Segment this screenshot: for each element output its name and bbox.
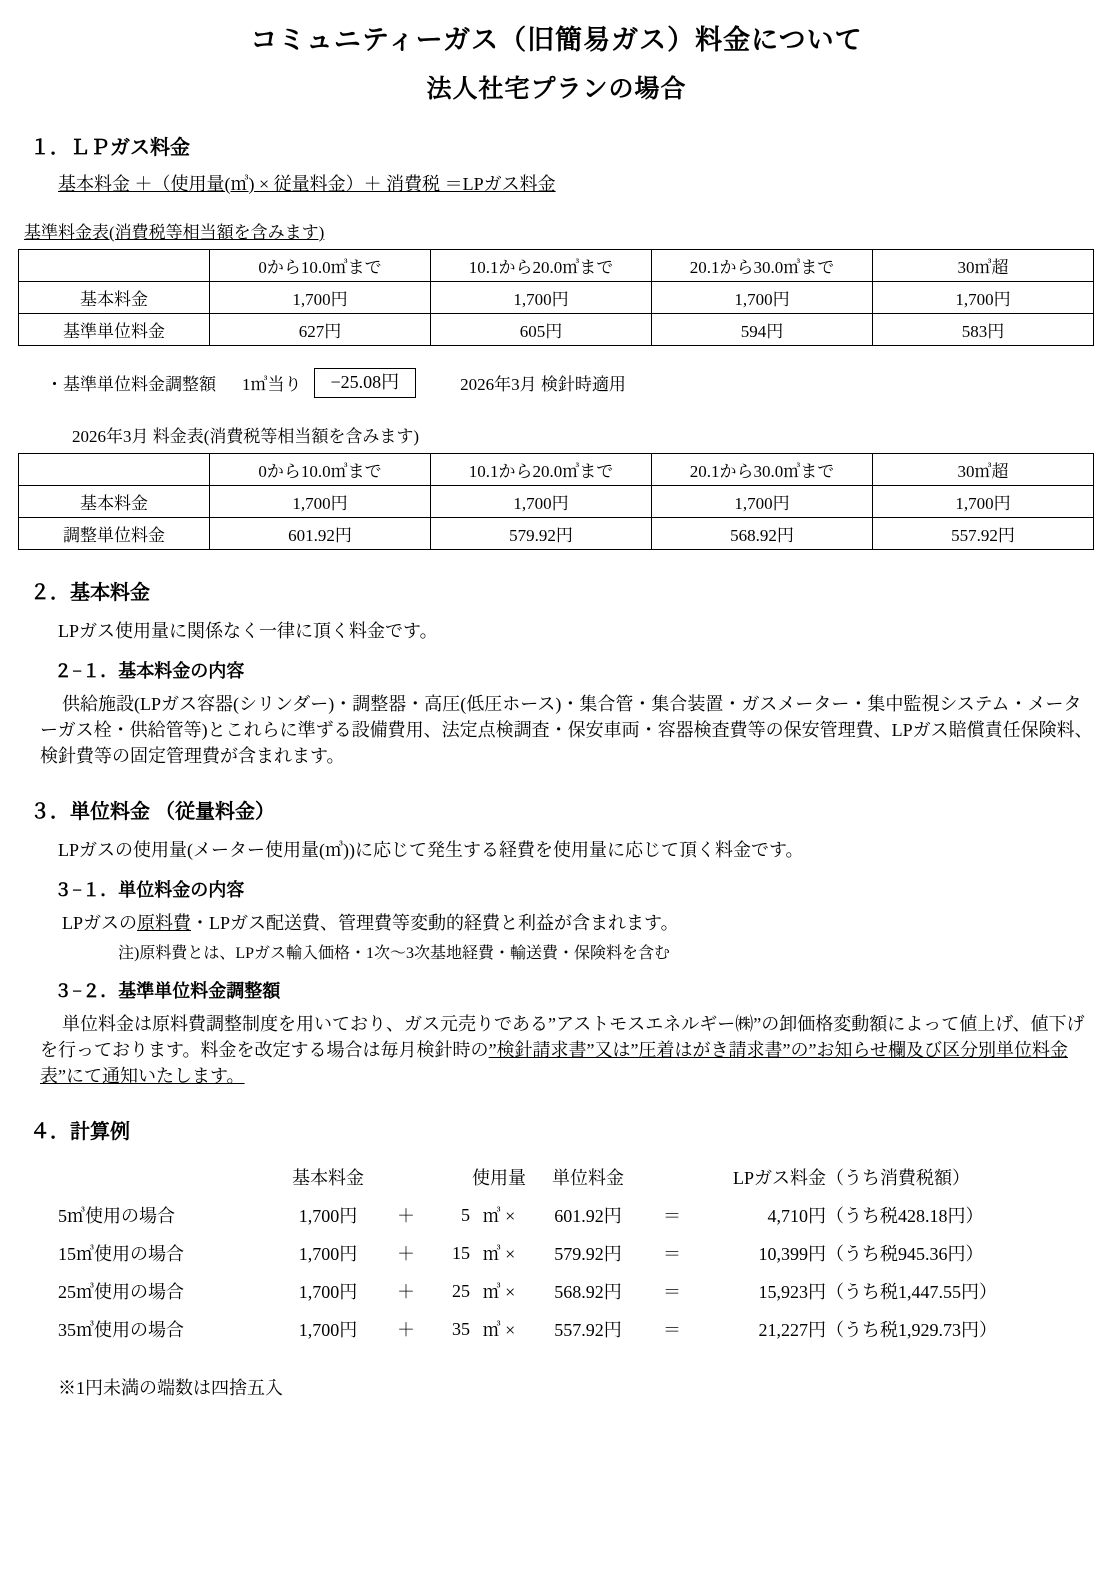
- table-cell: 568.92円: [652, 517, 873, 549]
- table-cell: 1,700円: [431, 282, 652, 314]
- table-cell: 10,399円: [758, 1244, 826, 1265]
- table-cell: （うち税1,447.55円）: [826, 1282, 997, 1303]
- table-cell: （うち税945.36円）: [826, 1244, 984, 1265]
- table-cell: 579.92円: [554, 1244, 622, 1265]
- section3-sub1-heading: ３−１．単位料金の内容: [54, 880, 245, 901]
- table-cell: 21,227円: [758, 1320, 826, 1341]
- table-cell: 1,700円: [298, 1320, 358, 1341]
- section3-heading: ３．単位料金 （従量料金）: [30, 801, 275, 824]
- table-cell: 30㎥超: [873, 453, 1094, 485]
- table-cell: 1,700円: [873, 282, 1094, 314]
- section3-sub2-body: [40, 1011, 1095, 1089]
- table-cell: 557.92円: [873, 517, 1094, 549]
- table-cell: 単位料金: [552, 1168, 624, 1189]
- table-cell: 594円: [652, 314, 873, 346]
- table-cell: ㎥ ×: [482, 1244, 516, 1265]
- table-cell: 20.1から30.0㎥まで: [652, 453, 873, 485]
- table-cell: 1,700円: [210, 282, 431, 314]
- table-cell: 1,700円: [210, 485, 431, 517]
- table-cell: 15,923円: [758, 1282, 826, 1303]
- table-cell: 1,700円: [652, 485, 873, 517]
- table-row: [58, 1272, 1046, 1310]
- table-cell: 579.92円: [431, 517, 652, 549]
- section4-heading: ４．計算例: [30, 1121, 130, 1144]
- table-cell: ＝: [663, 1244, 681, 1265]
- table-cell: 1,700円: [298, 1244, 358, 1265]
- table-cell: 568.92円: [554, 1282, 622, 1303]
- table-cell: （うち消費税額）: [826, 1168, 970, 1189]
- table-row: [58, 1310, 1046, 1348]
- table-row: [19, 517, 1094, 549]
- table-cell: 583円: [873, 314, 1094, 346]
- section2-lead: LPガス使用量に関係なく一律に頂く料金です。: [58, 620, 438, 641]
- section2-body: 供給施設(LPガス容器(シリンダー)・調整器・高圧(低圧ホース)・集合管・集合装置・ガスメーター・集中監視システム・メーターガス栓・供給管等)とこれらに準ずる設備費用、法定点検調査・保安車両・容器検査費等の保安管理費、LPガス賠償責任保険料、検針費等の固定管理費が含まれます。: [40, 693, 1093, 766]
- table-cell: ＝: [663, 1320, 681, 1341]
- table-cell: 4,710円: [767, 1206, 826, 1227]
- table-cell: 基本料金: [19, 282, 210, 314]
- table-row: [58, 1196, 1046, 1234]
- table-cell: （うち税428.18円）: [826, 1206, 984, 1227]
- section3-sub1-body-underline: 原料費: [137, 913, 192, 934]
- section3-sub2-body-underline: ”検針請求書”又は”圧着はがき請求書”の”お知らせ欄及び区分別単位料金表”にて通知いたします。: [40, 1040, 1068, 1087]
- table-cell: （うち税1,929.73円）: [826, 1320, 997, 1341]
- table-row: [58, 1234, 1046, 1272]
- section3-sub2-heading: ３−２．基準単位料金調整額: [54, 981, 281, 1002]
- table-cell: 1,700円: [431, 485, 652, 517]
- table-cell: 601.92円: [210, 517, 431, 549]
- table-cell: 10.1から20.0㎥まで: [431, 453, 652, 485]
- table-cell: 1,700円: [298, 1206, 358, 1227]
- table-cell: [19, 250, 210, 282]
- table-row: [19, 485, 1094, 517]
- table-cell: 557.92円: [554, 1320, 622, 1341]
- table-cell: 10.1から20.0㎥まで: [431, 250, 652, 282]
- adjustment-label: ・基準単位料金調整額: [46, 375, 216, 395]
- section3-sub1-body-post: ・LPガス配送費、管理費等変動的経費と利益が含まれます。: [191, 913, 679, 934]
- table-cell: ＋: [397, 1206, 415, 1227]
- table-cell: 30㎥超: [873, 250, 1094, 282]
- table-cell: 15㎥使用の場合: [58, 1244, 184, 1265]
- adjustment-apply-month: 2026年3月 検針時適用: [460, 375, 626, 395]
- table-cell: [424, 1158, 470, 1196]
- table-cell: 5㎥使用の場合: [58, 1206, 175, 1227]
- table-cell: 1,700円: [873, 485, 1094, 517]
- table-cell: 25: [452, 1280, 470, 1301]
- month-rate-table: [18, 453, 1094, 550]
- table-cell: [388, 1158, 424, 1196]
- table-row-header: [58, 1158, 1046, 1196]
- section3-sub2-body-pre: 単位料金は原料費調整制度を用いており、ガス元売りである”アストモスエネルギー㈱”の卸価格変動額によって値上げ、値下げを行っております。料金を改定する場合は毎月検針時の: [40, 1014, 1085, 1061]
- table-cell: ＋: [397, 1320, 415, 1341]
- table-cell: [19, 453, 210, 485]
- rounding-footnote: ※1円未満の端数は四捨五入: [58, 1378, 283, 1399]
- table-cell: 605円: [431, 314, 652, 346]
- page-title-line1: コミュニティーガス（旧簡易ガス）料金について: [250, 25, 863, 55]
- table-cell: [58, 1158, 268, 1196]
- section1-heading: １．ＬＰガス料金: [30, 137, 190, 159]
- table-cell: [648, 1158, 696, 1196]
- table-cell: 0から10.0㎥まで: [210, 453, 431, 485]
- section1-formula: 基本料金 ＋（使用量(㎥) × 従量料金）＋ 消費税 ＝LPガス料金: [58, 174, 556, 194]
- adjustment-amount-box: −25.08円: [314, 368, 417, 398]
- standard-table-caption: 基準料金表(消費税等相当額を含みます): [24, 223, 325, 242]
- table-cell: 25㎥使用の場合: [58, 1282, 184, 1303]
- table-row: [19, 282, 1094, 314]
- month-table-caption: 2026年3月 料金表(消費税等相当額を含みます): [72, 426, 420, 446]
- unit-price-adjustment-line: [46, 368, 1095, 398]
- table-row-header: [19, 453, 1094, 485]
- table-cell: ㎥ ×: [482, 1282, 516, 1303]
- table-cell: 5: [461, 1204, 470, 1225]
- table-cell: 35: [452, 1318, 470, 1339]
- table-cell: ㎥ ×: [482, 1206, 516, 1227]
- calculation-table: [58, 1158, 1046, 1348]
- table-cell: 0から10.0㎥まで: [210, 250, 431, 282]
- section2-heading: ２．基本料金: [30, 581, 150, 604]
- page-title-line2: 法人社宅プランの場合: [426, 76, 687, 103]
- section3-lead: LPガスの使用量(メーター使用量(㎥))に応じて発生する経費を使用量に応じて頂く料金です。: [58, 840, 804, 861]
- table-cell: 15: [452, 1242, 470, 1263]
- table-cell: ㎥ ×: [482, 1320, 516, 1341]
- table-cell: 20.1から30.0㎥まで: [652, 250, 873, 282]
- table-cell: 35㎥使用の場合: [58, 1320, 184, 1341]
- table-cell: LPガス料金: [732, 1168, 826, 1189]
- table-cell: 基準単位料金: [19, 314, 210, 346]
- table-cell: ＝: [663, 1206, 681, 1227]
- table-row-header: [19, 250, 1094, 282]
- standard-rate-table: [18, 249, 1094, 346]
- table-cell: ＝: [663, 1282, 681, 1303]
- table-cell: 調整単位料金: [19, 517, 210, 549]
- adjustment-per-unit: 1㎥当り: [242, 375, 302, 395]
- table-cell: 1,700円: [298, 1282, 358, 1303]
- section3-sub1-note: 注)原料費とは、LPガス輸入価格・1次～3次基地経費・輸送費・保険料を含む: [118, 945, 671, 963]
- section2-sub-heading: ２−１．基本料金の内容: [54, 660, 245, 681]
- table-cell: 基本料金: [19, 485, 210, 517]
- table-row: [19, 314, 1094, 346]
- table-cell: 601.92円: [554, 1206, 622, 1227]
- section3-sub1-body-pre: LPガスの: [62, 913, 138, 934]
- table-cell: 使用量: [472, 1168, 526, 1189]
- table-cell: ＋: [397, 1282, 415, 1303]
- table-cell: 基本料金: [292, 1168, 364, 1189]
- table-cell: ＋: [397, 1244, 415, 1265]
- section3-sub1-body: [40, 910, 1095, 936]
- calculation-examples: [18, 1158, 1095, 1348]
- document-page: [0, 18, 1113, 1591]
- table-cell: 1,700円: [652, 282, 873, 314]
- table-cell: 627円: [210, 314, 431, 346]
